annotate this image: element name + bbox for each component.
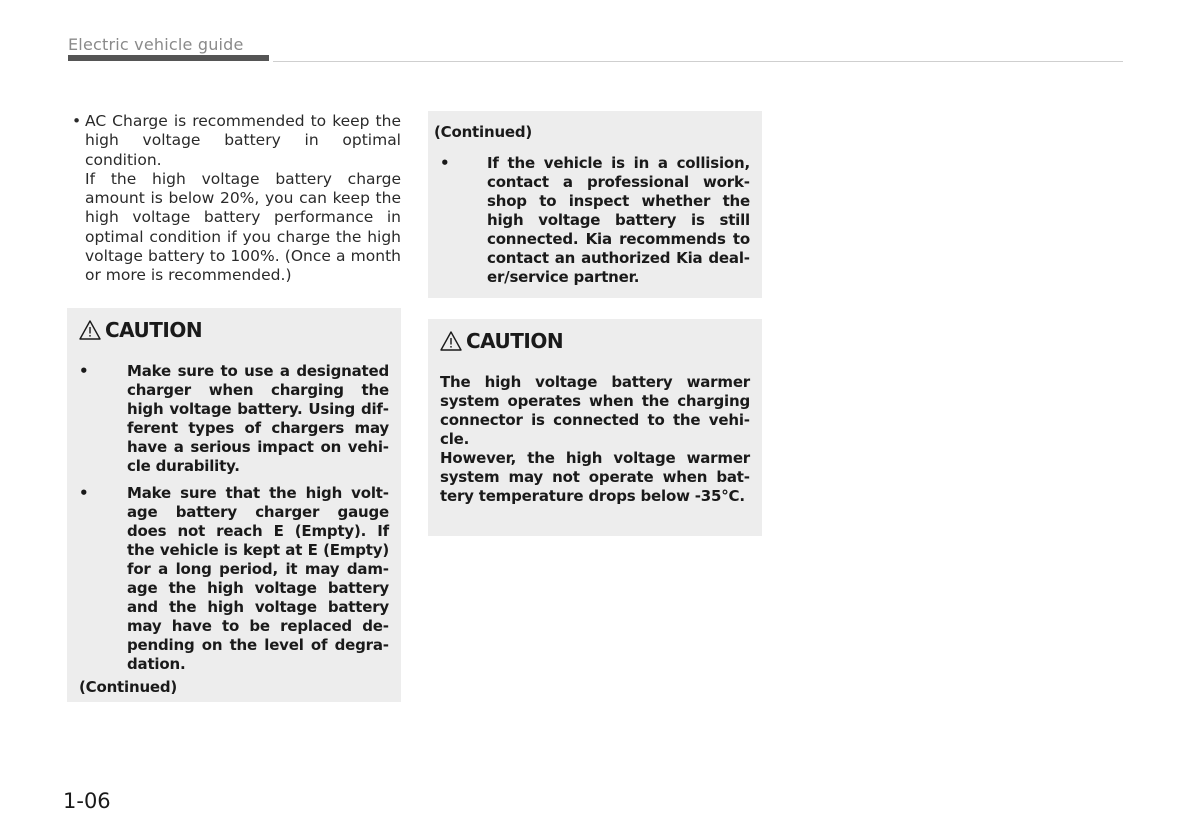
caution-item: [79, 362, 389, 476]
bullet-marker: •: [79, 362, 89, 380]
caution-box-warmer: [428, 319, 762, 536]
caution-label: CAUTION: [105, 318, 203, 342]
header-divider: [273, 61, 1123, 62]
caution-item-text: If the vehicle is in a collision, contact a professional workshop to inspect whether the high voltage battery is still connected. Kia recommends to contact an authorized Kia dealer/service partner.: [487, 154, 750, 286]
section-title: Electric vehicle guide: [68, 35, 244, 54]
header-accent-bar: [68, 55, 269, 61]
bullet-marker: •: [79, 484, 89, 502]
caution-item: [434, 154, 750, 287]
caution-item-text: Make sure that the high voltage battery charger gauge does not reach E (Empty). If the vehicle is kept at E (Empty) for a long period, it may damage the high voltage battery and the high voltage battery may have to be replaced depending on the level of degradation.: [127, 484, 389, 673]
intro-paragraph-2: If the high voltage battery charge amount is below 20%, you can keep the high voltage battery performance in optimal condition if you charge the high voltage battery to 100%. (Once a month or more is recommended.): [85, 169, 401, 285]
bullet-marker: •: [72, 112, 82, 130]
intro-text: [72, 112, 401, 286]
caution-paragraph-2: However, the high voltage warmer system may not operate when battery temperature drops below -35°C.: [440, 449, 750, 505]
warning-triangle-icon: [79, 320, 101, 340]
caution-item-text: Make sure to use a designated charger when charging the high voltage battery. Using different types of chargers may have a serious impact on vehicle durability.: [127, 362, 389, 475]
caution-heading: [440, 329, 750, 353]
caution-box-charging: [67, 308, 401, 702]
continued-heading: (Continued): [434, 123, 533, 141]
bullet-marker: •: [440, 154, 450, 172]
continued-box: [428, 111, 762, 298]
intro-paragraph-1: AC Charge is recommended to keep the high voltage battery in optimal condition.: [85, 112, 401, 169]
caution-heading: [79, 318, 389, 342]
caution-label: CAUTION: [466, 329, 564, 353]
warning-triangle-icon: [440, 331, 462, 351]
page-number: 1-06: [63, 789, 111, 813]
caution-item: [79, 484, 389, 674]
caution-paragraph-1: The high voltage battery warmer system operates when the charging connector is connected to the vehicle.: [440, 373, 750, 448]
continued-note: (Continued): [79, 678, 178, 696]
